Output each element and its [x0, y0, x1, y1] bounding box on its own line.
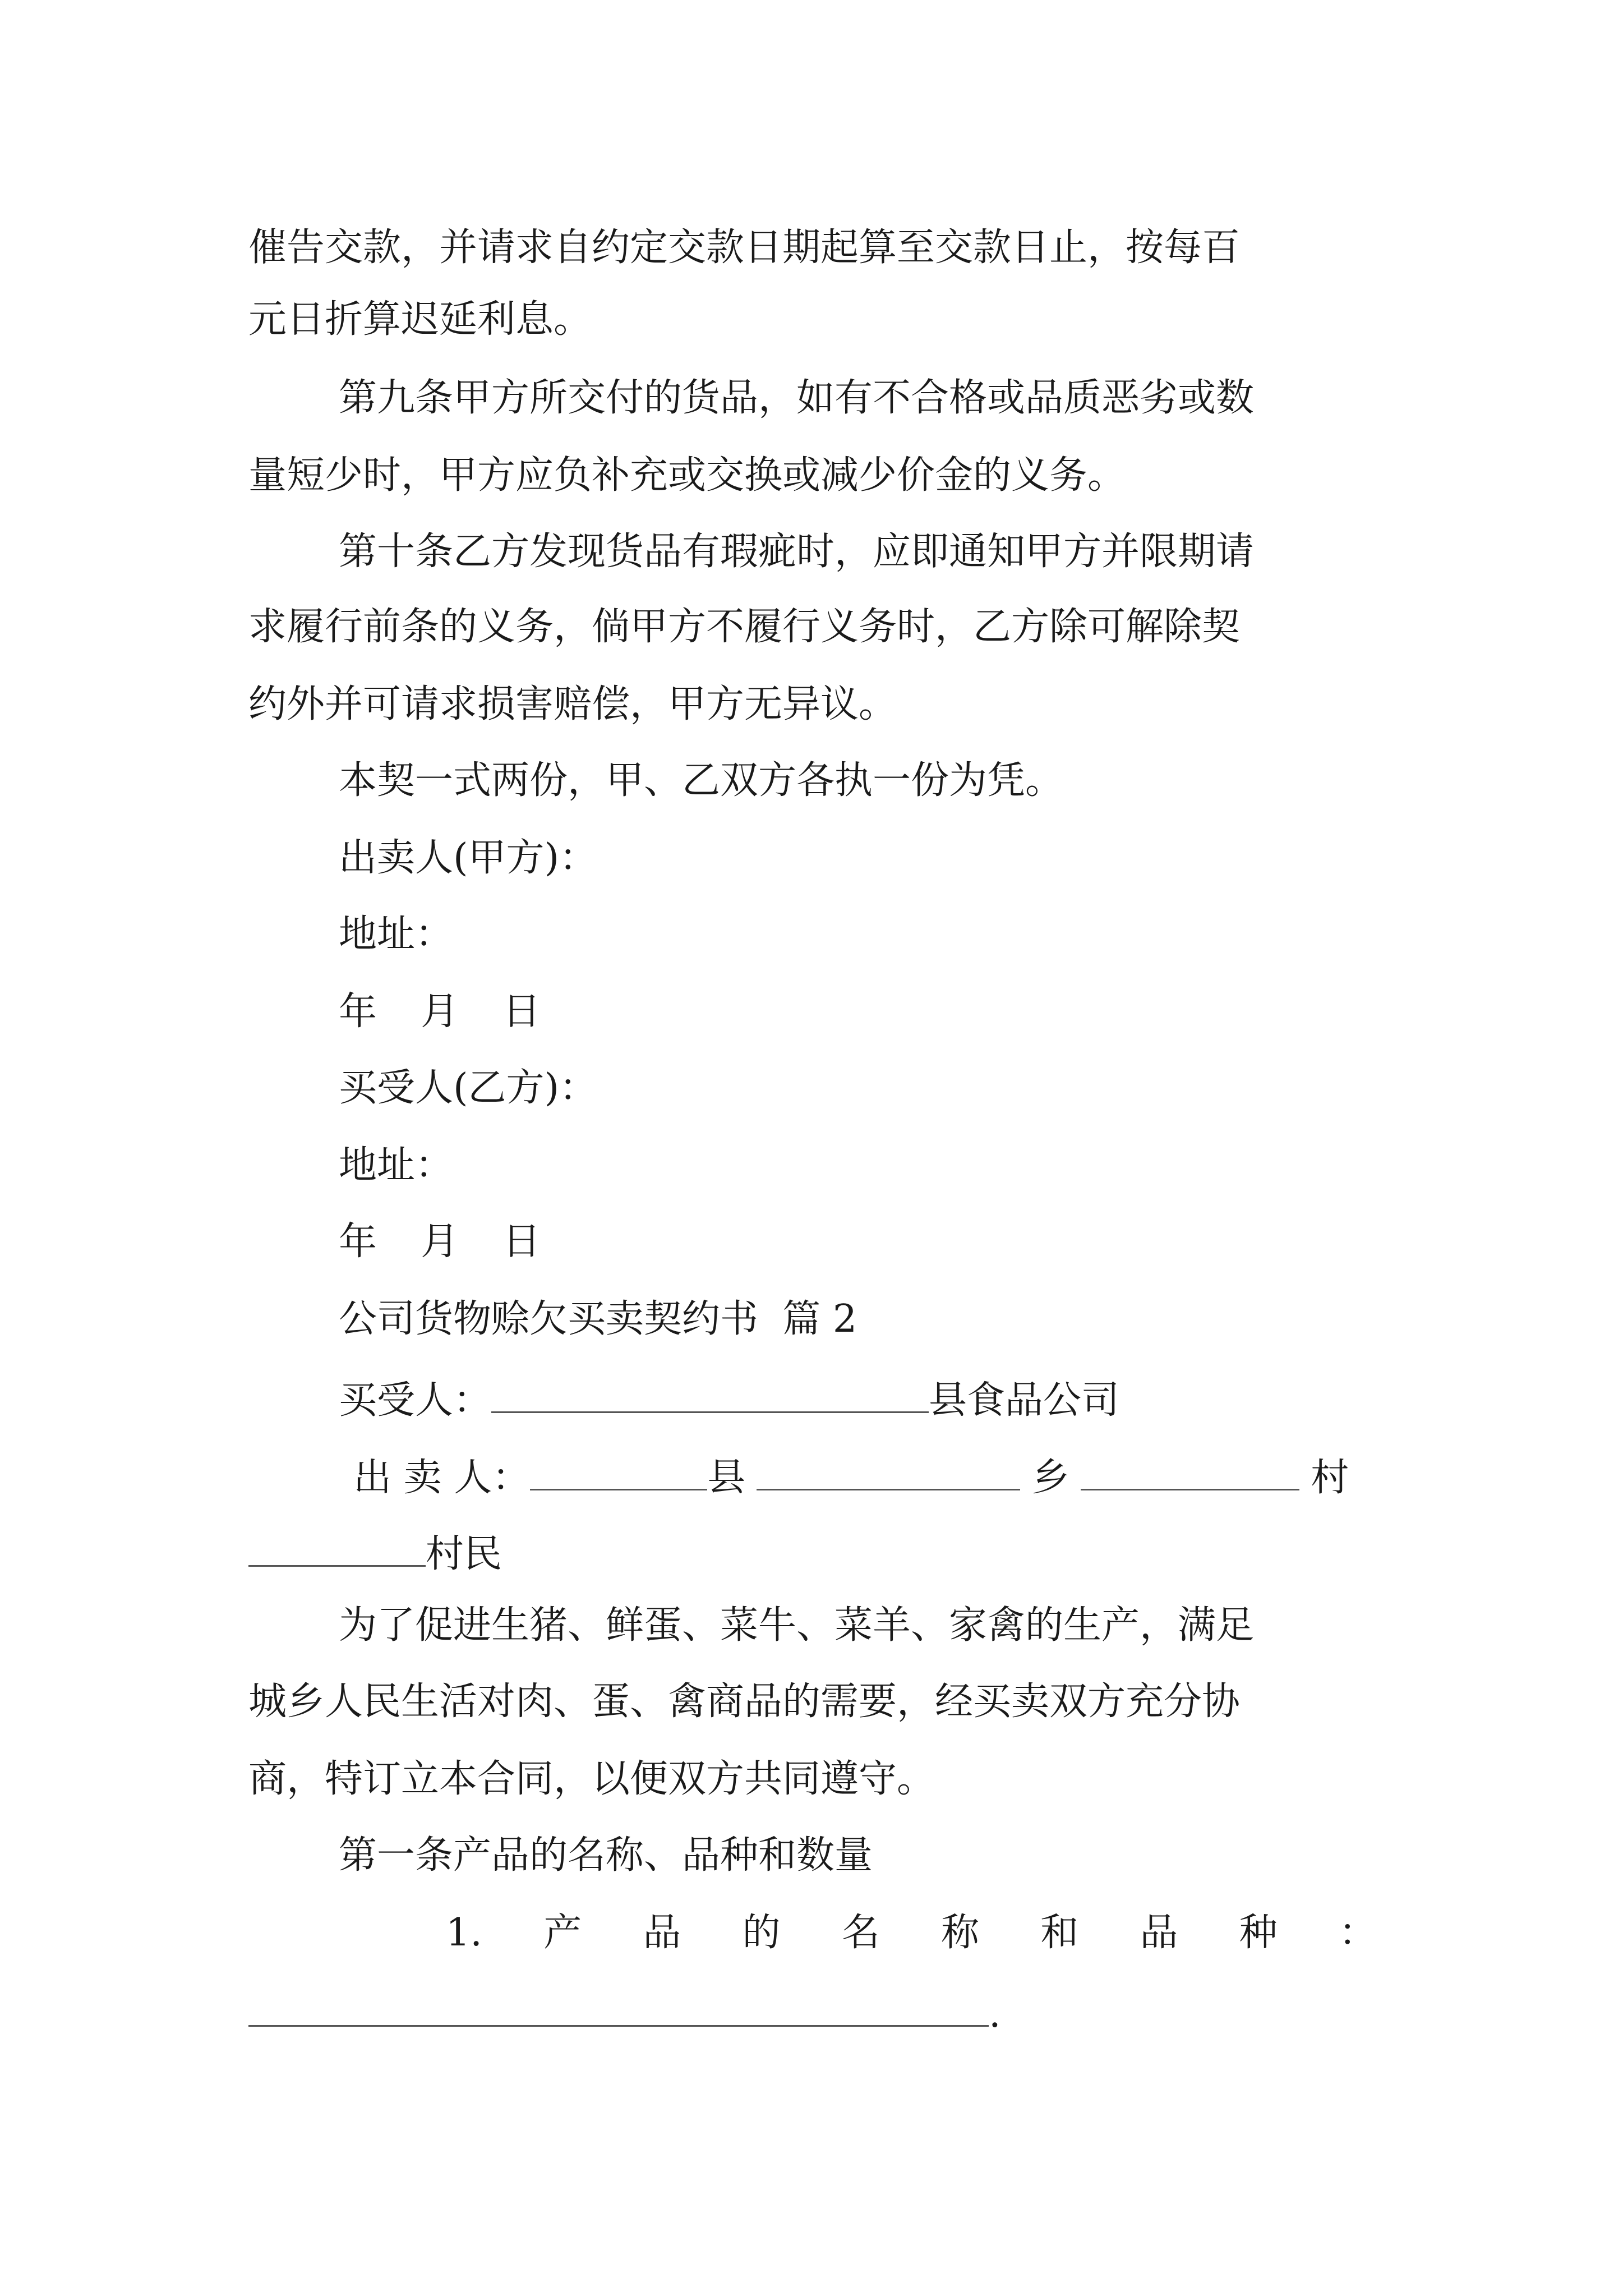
village-label: 村 [1311, 1456, 1349, 1500]
blank-line [757, 1454, 1020, 1490]
seller-date-line [339, 990, 541, 1034]
item-char: 称 [941, 1911, 980, 1955]
intro-line: 商，特订立本合同，以便双方共同遵守。 [248, 1757, 935, 1801]
township-label: 乡 [1031, 1456, 1070, 1500]
item-char: 品 [1140, 1911, 1178, 1955]
villager-label: 村民 [426, 1532, 502, 1576]
buyer-address-label: 地址： [339, 1143, 454, 1188]
day-label: 日 [502, 1220, 541, 1264]
buyer2-label: 买受人： [339, 1378, 492, 1423]
blank-line [248, 1990, 989, 2027]
article-9-line: 第九条甲方所交付的货品，如有不合格或品质恶劣或数 [339, 376, 1255, 420]
year-label: 年 [339, 990, 377, 1034]
intro-line: 为了促进生猪、鲜蛋、菜牛、菜羊、家禽的生产，满足 [339, 1603, 1255, 1648]
seller-label: 出卖人(甲方)： [339, 836, 598, 880]
paragraph-line: 元日折算迟延利息。 [248, 297, 592, 342]
seller-address-label: 地址： [339, 912, 454, 956]
article-10-line: 求履行前条的义务，倘甲方不履行义务时，乙方除可解除契 [248, 605, 1241, 649]
blank-line [248, 1530, 426, 1567]
item-1-line [446, 1911, 1377, 1955]
blank-line [491, 1377, 929, 1413]
seller2-line [353, 1454, 1349, 1500]
month-label: 月 [421, 990, 459, 1034]
item-char: 产 [543, 1911, 582, 1955]
year-label: 年 [339, 1220, 377, 1264]
article-10-line: 约外并可请求损害赔偿，甲方无异议。 [248, 682, 897, 726]
county-label: 县 [707, 1456, 746, 1500]
seller2-label: 出 卖 人： [353, 1456, 531, 1500]
buyer2-line [339, 1377, 1120, 1423]
buyer2-suffix: 县食品公司 [929, 1378, 1120, 1423]
item-char: 的 [742, 1911, 781, 1955]
buyer-date-line [339, 1220, 541, 1264]
copies-statement: 本契一式两份，甲、乙双方各执一份为凭。 [339, 758, 1064, 803]
section-title: 公司货物赊欠买卖契约书 篇 2 [339, 1297, 857, 1341]
seller2-line2 [248, 1530, 502, 1576]
item-char: 品 [643, 1911, 681, 1955]
item-char: 1. [446, 1911, 482, 1955]
month-label: 月 [421, 1220, 459, 1264]
article-1-title: 第一条产品的名称、品种和数量 [339, 1833, 873, 1878]
item-char: 和 [1040, 1911, 1079, 1955]
paragraph-line: 催告交款，并请求自约定交款日期起算至交款日止，按每百 [248, 226, 1241, 270]
period-mark: . [989, 1992, 1001, 2036]
article-9-line: 量短少时，甲方应负补充或交换或减少价金的义务。 [248, 453, 1126, 498]
item-char: 种 [1239, 1911, 1278, 1955]
article-10-line: 第十条乙方发现货品有瑕疵时，应即通知甲方并限期请 [339, 530, 1255, 574]
item-char: 名 [841, 1911, 880, 1955]
day-label: 日 [502, 990, 541, 1034]
blank-line [1081, 1454, 1299, 1490]
intro-line: 城乡人民生活对肉、蛋、禽商品的需要，经买卖双方充分协 [248, 1680, 1241, 1724]
blank-line [530, 1454, 707, 1490]
item-1-blank-line [248, 1990, 1001, 2036]
buyer-label: 买受人(乙方)： [339, 1066, 598, 1110]
item-char: ： [1338, 1911, 1377, 1955]
